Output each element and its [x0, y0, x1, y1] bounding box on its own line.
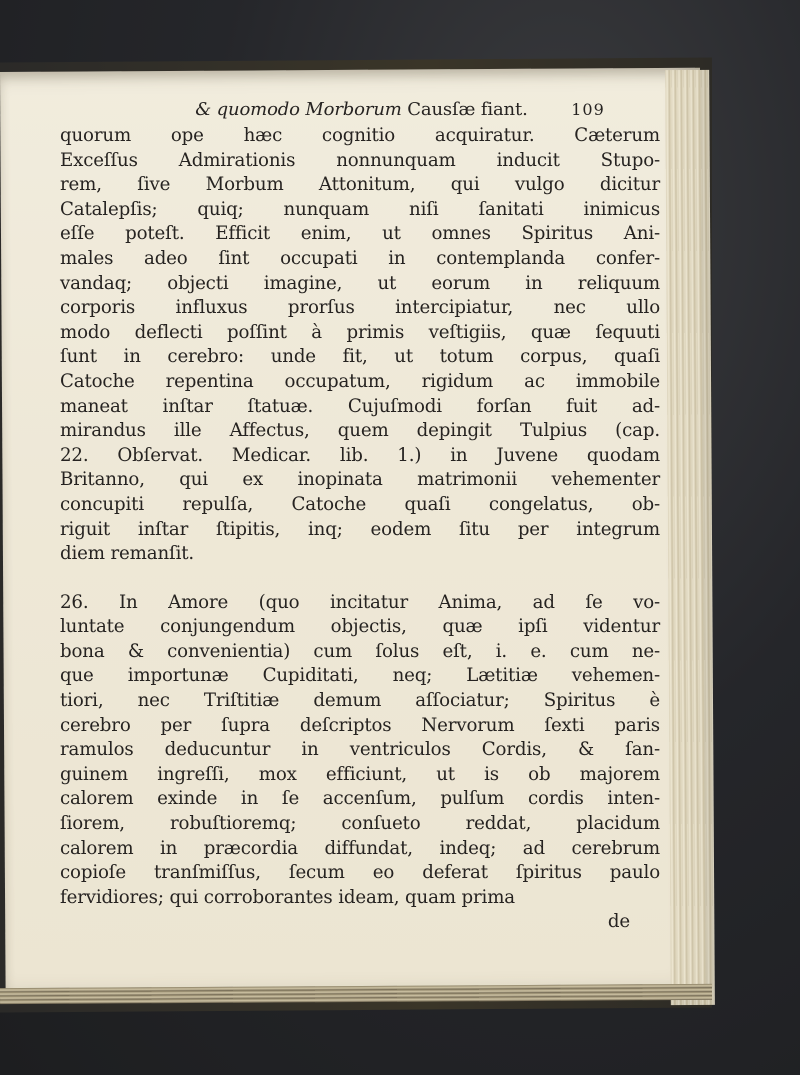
text-line: vandaq; objecti imagine, ut eorum in reliquum — [60, 272, 660, 294]
text-line: fervidiores; qui corroborantes ideam, quam prima — [60, 886, 515, 908]
text-line: copioſe tranſmiſſus, ſecum eo deferat ſpiritus paulo — [60, 862, 660, 884]
paragraph-1 — [60, 124, 660, 567]
text-line: quorum ope hæc cognitio acquiratur. Cæterum — [60, 125, 660, 146]
running-head — [140, 98, 660, 124]
text-line: Catoche repentina occupatum, rigidum ac immobile — [60, 370, 660, 392]
catchword: de — [607, 911, 630, 933]
text-line: males adeo ſint occupati in contemplanda confer- — [60, 247, 660, 269]
text-line: calorem exinde in ſe accenſum, pulſum cordis inten- — [60, 788, 660, 810]
page-stack-right-edge — [665, 70, 715, 1005]
text-line: ſunt in cerebro: unde fit, ut totum corpus, quaſi — [60, 346, 660, 368]
text-line: Britanno, qui ex inopinata matrimonii vehementer — [60, 469, 660, 491]
text-line: cerebro per ſupra deſcriptos Nervorum ſexti paris — [60, 714, 660, 736]
paragraph-gap — [60, 567, 660, 591]
running-head-italic: & quomodo Morborum — [195, 99, 402, 120]
text-line: corporis influxus prorſus intercipiatur, nec ullo — [60, 297, 660, 319]
paragraph-2 — [60, 591, 660, 911]
text-line: modo deflecti poſſint à primis veſtigiis, quæ ſequuti — [60, 321, 660, 343]
text-line: 22. Obſervat. Medicar. lib. 1.) in Juvene quodam — [60, 444, 660, 466]
text-line: 26. In Amore (quo incitatur Anima, ad ſe vo- — [60, 591, 660, 613]
text-line: concupiti repulſa, Catoche quaſi congelatus, ob- — [60, 493, 660, 515]
text-line: ſiorem, robuſtioremq; conſueto reddat, placidum — [60, 813, 660, 835]
text-line: diem remanſit. — [60, 543, 195, 565]
page-text — [60, 98, 660, 935]
text-line: rem, ſive Morbum Attonitum, qui vulgo dicitur — [60, 174, 660, 196]
text-line: bona & convenientia) cum ſolus eſt, i. e. cum ne- — [60, 640, 660, 662]
text-line: Catalepſis; quiq; nunquam niſi ſanitati inimicus — [60, 198, 660, 220]
page-number: 109 — [571, 100, 605, 119]
running-head-roman: Causſæ fiant. — [407, 99, 528, 120]
text-line: tiori, nec Triſtitiæ demum aſſociatur; Spiritus è — [60, 690, 660, 712]
text-line: riguit inſtar ſtipitis, inq; eodem ſitu per integrum — [60, 518, 660, 540]
text-line: mirandus ille Affectus, quem depingit Tulpius (cap. — [60, 420, 660, 442]
text-line: que importunæ Cupiditati, neq; Lætitiæ vehemen- — [60, 665, 660, 687]
text-line: luntate conjungendum objectis, quæ ipſi videntur — [60, 616, 660, 638]
text-line: eſſe poteſt. Efficit enim, ut omnes Spiritus Ani- — [60, 223, 660, 245]
text-line: maneat inſtar ſtatuæ. Cujuſmodi forſan fuit ad- — [60, 395, 660, 417]
text-line: Exceſſus Admirationis nonnunquam inducit Stupo- — [60, 149, 660, 171]
text-line: guinem ingreſſi, mox efficiunt, ut is ob majorem — [60, 763, 660, 785]
text-line: calorem in præcordia diffundat, indeq; ad cerebrum — [60, 837, 660, 859]
text-line: ramulos deducuntur in ventriculos Cordis, & ſan- — [60, 739, 660, 761]
